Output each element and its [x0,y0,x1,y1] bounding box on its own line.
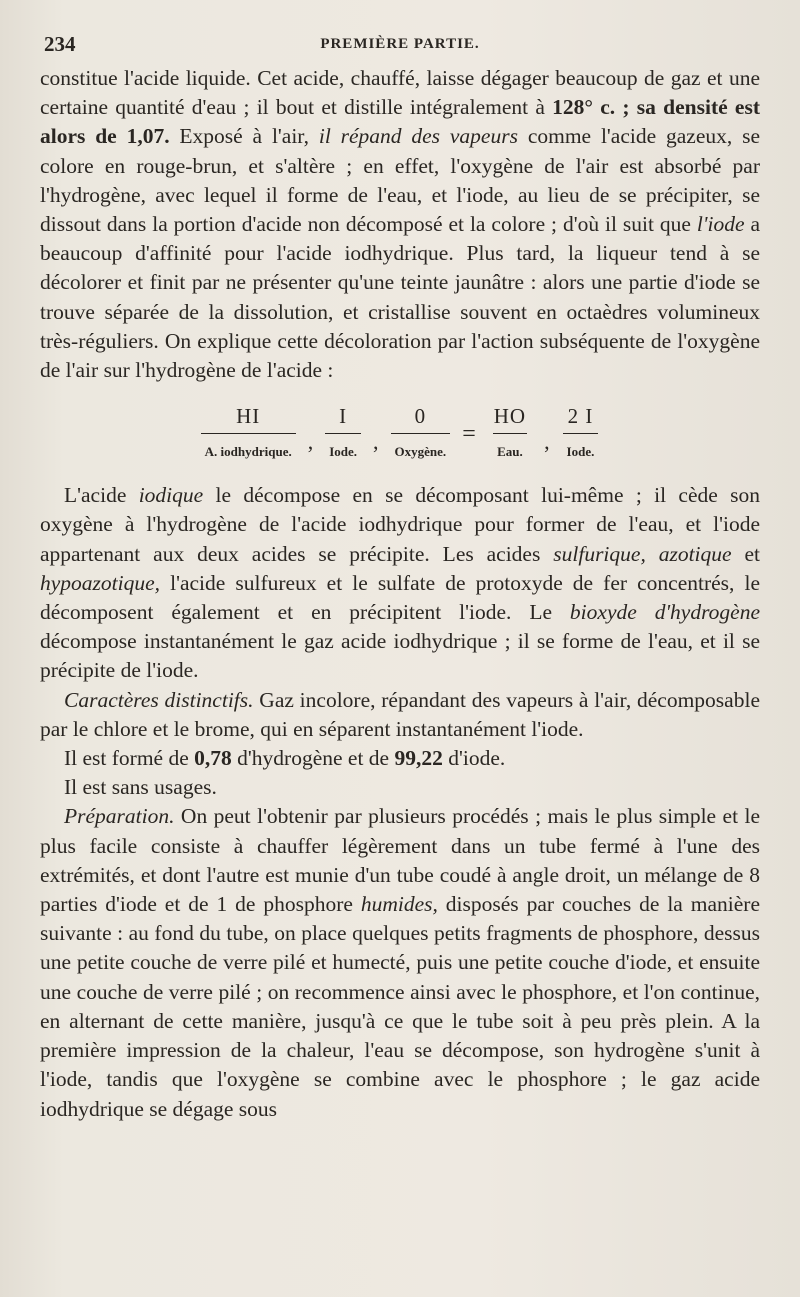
term-formula: HO [493,404,527,429]
text-run: L'acide [64,483,139,508]
italic-run: Caractères distinctifs. [64,687,254,712]
paragraph-3 [40,686,760,744]
chemical-equation [40,389,760,479]
italic-run: humides, [360,892,438,917]
italic-run: l'iode [696,212,745,237]
text-run: le décompose en se décomposant lui-même ; il cède son oxygène à l'hydrogène de l'acide iodhydrique pour former de l'eau, et l'iode appartenant aux deux acides se précipite. Les acides [40,483,761,566]
text-run: comme l'acide gazeux, se colore en rouge-brun, et s'altère ; en effet, l'oxygène de l'air est absorbé par l'hydrogène, avec lequel il forme de l'eau, et l'iode, au lieu de se précipiter, se dissout dans la portion d'acide non décomposé et la colore ; d'où il suit que [40,124,760,237]
text-run: décompose instantanément le gaz acide iodhydrique ; il se forme de l'eau, et il se précipite de l'iode. [40,629,760,683]
paragraph-1 [40,64,760,385]
term-label: A. iodhydrique. [201,433,296,466]
italic-run: bioxyde d'hydrogène [569,600,760,625]
term-label: Iode. [563,433,599,466]
italic-run: sulfurique, azotique [553,541,732,566]
running-head: PREMIÈRE PARTIE. [320,36,480,52]
text-run: Gaz incolore, répandant des vapeurs à l'air, décomposable par le chlore et le brome, qui en séparent instantanément l'iode. [40,687,760,741]
text-run: d'iode. [442,746,506,771]
equation-term [201,402,296,466]
page-header [40,30,760,64]
comma: , [373,428,379,454]
term-formula: I [339,404,348,429]
italic-run: hypoazotique, [40,570,161,595]
term-formula: 2 I [567,404,594,429]
comma: , [544,428,550,454]
bold-run: 0,78 [194,746,232,771]
text-run: l'acide sulfureux et le sulfate de protoxyde de fer concentrés, le décomposent également et en précipitent l'iode. Le [40,570,760,625]
italic-run: Préparation. [64,804,175,829]
term-formula: HI [236,404,261,429]
body-text [40,64,760,1124]
text-run: Il est formé de [64,746,195,771]
paragraph-5 [40,773,760,802]
equation-term [391,402,451,466]
text-run: et [731,541,760,566]
term-label: Iode. [325,433,361,466]
text-run: d'hydrogène et de [231,746,395,771]
equation-term [488,402,532,466]
text-run: 128° c. ; sa densité est alors de 1,07. [40,95,760,149]
italic-run: iodique [138,483,204,508]
equals-sign: = [462,420,476,447]
term-formula: 0 [414,404,427,429]
text-run: a beaucoup d'affinité pour l'acide iodhydrique. Plus tard, la liqueur tend à se décolorer et finit par ne présenter qu'une teinte jaunâtre : alors une partie d'iode se trouve séparée de la dissolution, et cristallise souvent en octaèdres volumineux très-réguliers. On explique cette décoloration par l'action subséquente de l'oxygène de l'air sur l'hydrogène de l'acide : [40,212,760,383]
paragraph-4 [40,744,760,773]
page-number: 234 [44,32,76,56]
equation-term [325,402,361,466]
equation-term [562,402,600,466]
paragraph-6 [40,802,760,1123]
text-run: disposés par couches de la manière suivante : au fond du tube, on place quelques petits fragments de phosphore, dessus une petite couche de verre pilé et humecté, puis une petite couche d'iode, et ensuite une couche de verre pilé ; on recommence ainsi avec le phosphore, et l'on continue, en alternant de cette manière, jusqu'à ce que le tube soit à peu près plein. A la première impression de la chaleur, l'eau se décompose, son hydrogène s'unit à l'iode, tandis que l'oxygène se combine avec le phosphore ; le gaz acide iodhydrique se dégage sous [40,892,761,1121]
comma: , [307,428,314,454]
paragraph-2 [40,481,760,685]
text-run: On peut l'obtenir par plusieurs procédés ; mais le plus simple et le plus facile consiste à chauffer légèrement dans un tube fermé à l'une des extrémités, et dont l'autre est munie d'un tube coudé à angle droit, un mélange de 8 parties d'iode et de 1 de phosphore [40,804,760,917]
bold-run: 99,22 [394,746,443,771]
text-run: Exposé à l'air, [169,124,319,149]
italic-run: il répand des vapeurs [318,124,518,149]
text-run: constitue l'acide liquide. Cet acide, chauffé, laisse dégager beaucoup de gaz et une certaine quantité d'eau ; il bout et distille intégralement à [40,66,760,120]
text-run: Il est sans usages. [64,775,217,800]
term-label: Oxygène. [391,433,451,466]
term-label: Eau. [493,433,527,466]
